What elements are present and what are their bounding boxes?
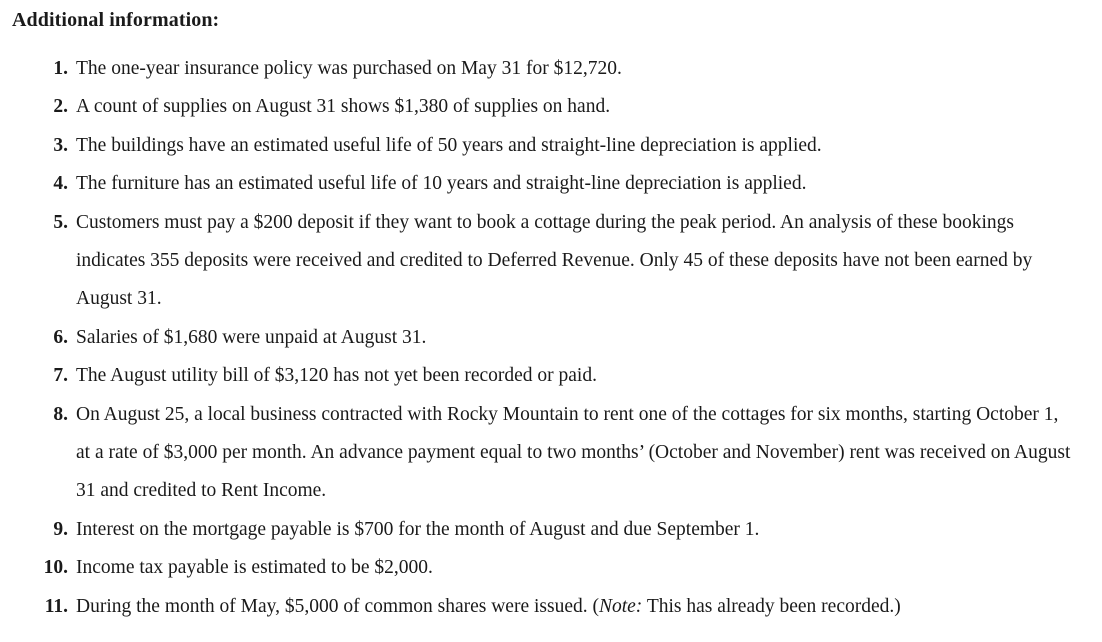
item-text: Salaries of $1,680 were unpaid at August 31. [76,326,427,348]
item-text: The furniture has an estimated useful life of 10 years and straight-line depreciation is applied. [76,173,807,195]
list-item-1 [12,50,1076,88]
item-text: A count of supplies on August 31 shows $1,380 of supplies on hand. [76,96,611,118]
list-item-4 [12,165,1076,203]
item-number: 2. [53,96,68,118]
item-number: 1. [53,58,68,79]
list-item-8 [12,396,1076,511]
section-heading: Additional information: [12,9,220,31]
item-number: 6. [53,326,68,348]
list-item-5 [12,204,1076,319]
list-item-10 [12,549,1076,587]
item-text: Income tax payable is estimated to be $2,000. [76,557,433,579]
item-text-after: This has already been recorded.) [642,595,901,617]
item-number: 10. [43,557,68,579]
item-text [76,596,901,617]
item-number: 7. [53,365,68,387]
item-text: The one-year insurance policy was purchased on May 31 for $12,720. [76,58,622,79]
item-number: 9. [53,518,68,540]
item-text: The buildings have an estimated useful life of 50 years and straight-line depreciation is applied. [76,134,822,156]
item-number: 5. [53,211,68,233]
list-item-7 [12,357,1076,395]
item-number: 4. [53,173,68,195]
note-label: Note: [598,595,643,617]
list-item-9 [12,511,1076,549]
list-item-3 [12,127,1076,165]
list-item-11 [12,588,1076,626]
item-number: 3. [53,134,68,156]
item-text: The August utility bill of $3,120 has not yet been recorded or paid. [76,365,597,387]
item-number: 11. [44,595,68,617]
item-text: Customers must pay a $200 deposit if they want to book a cottage during the peak period. An analysis of these bookings indicates 355 deposits were received and credited to Deferred Revenue. Only 45 of these deposits have not been earned by August 31. [76,211,1033,310]
item-number: 8. [53,403,68,425]
item-text: Interest on the mortgage payable is $700 for the month of August and due September 1. [76,518,760,540]
list-item-2 [12,88,1076,126]
additional-info-list [12,50,1102,626]
item-text-before: During the month of May, $5,000 of common shares were issued. ( [76,595,599,617]
item-text: On August 25, a local business contracted with Rocky Mountain to rent one of the cottages for six months, starting October 1, at a rate of $3,000 per month. An advance payment equal to two months’ (October and November) rent was received on August 31 and credited to Rent Income. [76,403,1071,502]
list-item-6 [12,319,1076,357]
